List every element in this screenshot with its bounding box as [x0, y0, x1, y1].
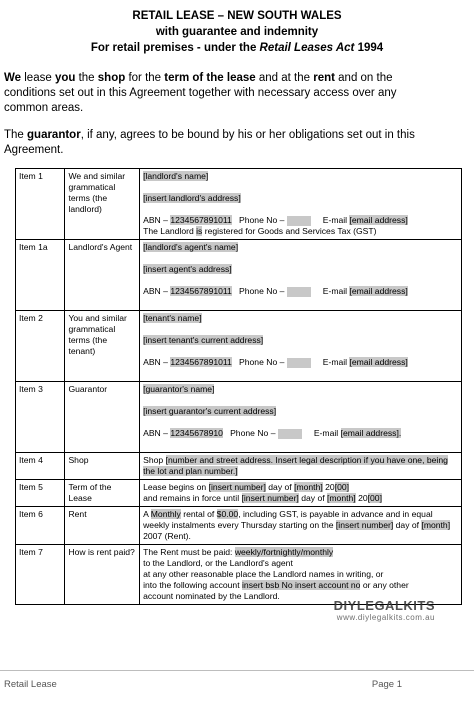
lease-items-table: [15, 168, 462, 605]
landlord-phone-field[interactable]: [287, 216, 311, 226]
item-value: [140, 480, 462, 507]
watermark-url: www.diylegalkits.com.au: [336, 613, 435, 622]
start-month-field[interactable]: [month]: [294, 482, 323, 492]
title-line-3: [0, 40, 474, 56]
abn-label: ABN –: [143, 286, 171, 296]
item-value: [140, 453, 462, 480]
intro-text: lease: [21, 72, 55, 84]
title-line-1: RETAIL LEASE – NEW SOUTH WALES: [132, 10, 342, 22]
rent-amount-field[interactable]: $0.00: [216, 509, 239, 519]
guarantor-address-field[interactable]: [insert guarantor's current address]: [143, 406, 277, 416]
item-value: [140, 507, 462, 545]
payment-option-agent: to the Landlord, or the Landlord's agent: [143, 558, 293, 568]
guarantor-text: The: [4, 129, 28, 141]
abn-label: ABN –: [143, 428, 171, 438]
item-number: Item 2: [16, 311, 65, 382]
bank-account-field[interactable]: insert bsb No insert account no: [242, 580, 361, 590]
item-label: We and similar grammatical terms (the landlord): [65, 169, 140, 240]
shop-term: shop: [97, 72, 126, 84]
email-label: E-mail: [322, 215, 350, 225]
guarantor-paragraph: [4, 128, 424, 158]
landlord-name-field[interactable]: [landlord's name]: [143, 171, 209, 181]
guarantor-email-field[interactable]: [email address].: [340, 428, 402, 438]
intro-text: for the: [125, 72, 165, 84]
item-number: Item 1: [16, 169, 65, 240]
term-text: Lease begins on: [143, 482, 209, 492]
item-value: [140, 382, 462, 453]
you-term: you: [54, 72, 76, 84]
table-row: [16, 507, 462, 545]
guarantor-text: , if any, agrees to be bound by his or her obligations set out in this Agreement.: [4, 129, 415, 156]
intro-text: the: [75, 72, 98, 84]
table-row: [16, 382, 462, 453]
term-text: and remains in force until: [143, 493, 242, 503]
gst-status-field[interactable]: is: [196, 226, 203, 236]
email-label: E-mail: [313, 428, 341, 438]
tenant-abn-field[interactable]: 1234567891011: [170, 357, 232, 367]
item-label: You and similar grammatical terms (the tenant): [65, 311, 140, 382]
item-label: Term of the Lease: [65, 480, 140, 507]
item-label: Shop: [65, 453, 140, 480]
shop-address-field[interactable]: [number and street address. Insert legal description if you have one, being the lot and plan number.]: [143, 455, 448, 476]
abn-label: ABN –: [143, 215, 171, 225]
phone-label: Phone No –: [239, 215, 287, 225]
act-name: Retail Leases Act: [259, 42, 355, 54]
term-text: 20: [322, 482, 335, 492]
phone-label: Phone No –: [230, 428, 278, 438]
rent-term: rent: [313, 72, 335, 84]
tenant-address-field[interactable]: [insert tenant's current address]: [143, 335, 264, 345]
guarantor-abn-field[interactable]: 12345678910: [170, 428, 223, 438]
page-number: Page 1: [371, 679, 402, 690]
agent-name-field[interactable]: [landlord's agent's name]: [143, 242, 239, 252]
guarantor-term: guarantor: [27, 129, 81, 141]
item-label: Landlord's Agent: [65, 240, 140, 311]
table-row: [16, 453, 462, 480]
gst-text: registered for Goods and Services Tax (GST): [202, 226, 377, 236]
agent-email-field[interactable]: [email address]: [349, 286, 408, 296]
intro-text: and on the conditions set out in this Agreement together with necessary access over any common areas.: [4, 72, 397, 114]
start-year-field[interactable]: [00]: [334, 482, 350, 492]
rent-text: , including GST, is payable in advance and in equal weekly instalments every Thursday starting on the: [143, 509, 433, 530]
email-label: E-mail: [322, 357, 350, 367]
payment-option-other-place: at any other reasonable place the Landlord names in writing, or: [143, 569, 384, 579]
landlord-address-field[interactable]: [insert landlord's address]: [143, 193, 241, 203]
payment-text: The Rent must be paid:: [143, 547, 235, 557]
end-day-field[interactable]: [insert number]: [241, 493, 299, 503]
phone-label: Phone No –: [239, 286, 287, 296]
gst-text: The Landlord: [143, 226, 197, 236]
item-number: Item 1a: [16, 240, 65, 311]
table-row: [16, 311, 462, 382]
item-value: [140, 240, 462, 311]
title-line-3-prefix: For retail premises - under the: [90, 42, 260, 54]
act-year: 1994: [354, 42, 384, 54]
footer-divider: [0, 670, 474, 671]
rent-start-day-field[interactable]: [insert number]: [335, 520, 394, 530]
item-label: Guarantor: [65, 382, 140, 453]
payment-text: or any other: [360, 580, 409, 590]
watermark-logo: [325, 598, 435, 622]
guarantor-phone-field[interactable]: [278, 429, 302, 439]
term-text: day of: [298, 493, 328, 503]
payment-frequency-field[interactable]: weekly/fortnightly/monthly: [234, 547, 334, 557]
end-month-field[interactable]: [month]: [327, 493, 356, 503]
item-number: Item 3: [16, 382, 65, 453]
email-label: E-mail: [322, 286, 350, 296]
agent-address-field[interactable]: [insert agent's address]: [143, 264, 232, 274]
abn-label: ABN –: [143, 357, 171, 367]
intro-paragraph: [4, 71, 424, 116]
item-number: Item 5: [16, 480, 65, 507]
item-value: [140, 311, 462, 382]
phone-label: Phone No –: [239, 357, 287, 367]
payment-text: into the following account: [143, 580, 242, 590]
item-number: Item 4: [16, 453, 65, 480]
rent-text: rental of: [180, 509, 217, 519]
term-text: day of: [265, 482, 295, 492]
term-text: 20: [355, 493, 368, 503]
landlord-email-field[interactable]: [email address]: [349, 215, 408, 225]
intro-text: and at the: [255, 72, 314, 84]
table-row: [16, 545, 462, 605]
rent-text: day of: [393, 520, 422, 530]
guarantor-name-field[interactable]: [guarantor's name]: [143, 384, 215, 394]
item-value: [140, 545, 462, 605]
table-row: [16, 169, 462, 240]
footer-document-name: Retail Lease: [4, 679, 57, 690]
start-day-field[interactable]: [insert number]: [208, 482, 266, 492]
rent-frequency-field[interactable]: Monthly: [150, 509, 181, 519]
rent-text: (Rent).: [162, 531, 191, 541]
rent-start-month-field[interactable]: [month]: [421, 520, 451, 530]
end-year-field[interactable]: [00]: [367, 493, 382, 503]
tenant-phone-field[interactable]: [287, 358, 311, 368]
agent-abn-field[interactable]: 1234567891011: [170, 286, 232, 296]
title-line-2: with guarantee and indemnity: [155, 26, 319, 38]
tenant-name-field[interactable]: [tenant's name]: [143, 313, 202, 323]
item-number: Item 6: [16, 507, 65, 545]
table-row: [16, 240, 462, 311]
shop-prefix: Shop: [143, 455, 166, 465]
payment-text: account nominated by the Landlord.: [143, 591, 280, 601]
we-term: We: [4, 72, 22, 84]
rent-year: 2007: [143, 531, 163, 541]
landlord-abn-field[interactable]: 1234567891011: [170, 215, 232, 225]
term-of-lease-term: term of the lease: [164, 72, 256, 84]
item-number: Item 7: [16, 545, 65, 605]
table-row: [16, 480, 462, 507]
watermark-text: DIYLEGALKITS: [333, 598, 435, 613]
item-value: [140, 169, 462, 240]
tenant-email-field[interactable]: [email address]: [349, 357, 408, 367]
item-label: Rent: [65, 507, 140, 545]
item-label: How is rent paid?: [65, 545, 140, 605]
rent-text: A: [143, 509, 151, 519]
agent-phone-field[interactable]: [287, 287, 311, 297]
